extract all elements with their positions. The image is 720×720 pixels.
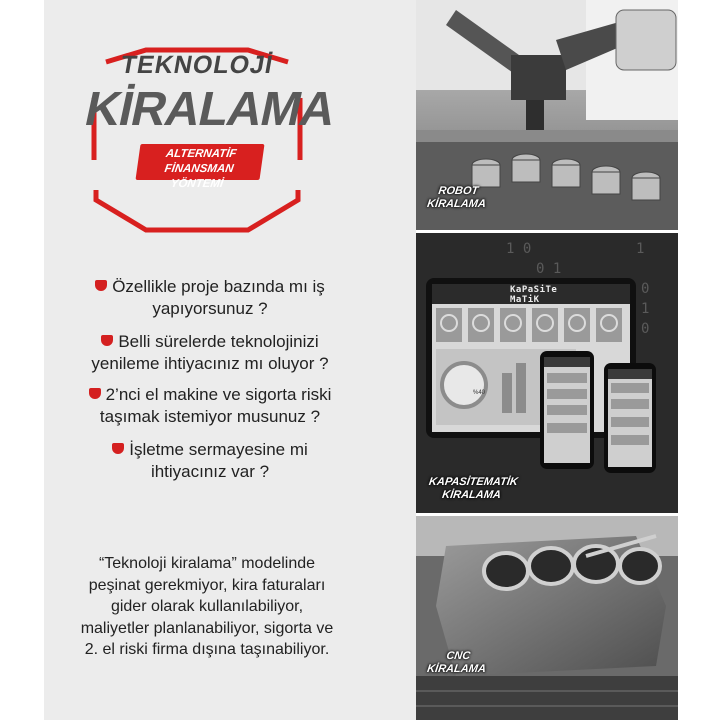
question-1: [60, 276, 360, 320]
badge-title-large: KİRALAMA: [80, 83, 340, 136]
kapasitematik-label: [426, 476, 518, 502]
robot-label-line-2: KİRALAMA: [426, 198, 487, 210]
kapasitematik-label-line-1: KAPASİTEMATİK: [428, 476, 519, 488]
shield-bullet-icon: [112, 443, 124, 454]
logo-badge: [80, 40, 340, 240]
tablet-brand-line-2: MaTiK: [510, 295, 540, 305]
paragraph-line: maliyetler planlanabiliyor, sigorta ve: [80, 619, 334, 637]
question-1-line-2: yapıyorsunuz ?: [152, 299, 268, 318]
question-4: [60, 439, 360, 483]
paragraph-line: gider olarak kullanılabiliyor,: [110, 598, 304, 615]
cnc-photo: [416, 516, 678, 720]
shield-bullet-icon: [89, 388, 101, 399]
kapasitematik-photo: [416, 233, 678, 513]
question-3-line-1: 2’nci el makine ve sigorta riski: [105, 385, 332, 404]
robot-label-line-1: ROBOT: [437, 185, 480, 197]
badge-ribbon: [135, 144, 264, 190]
tablet-phone-icon: [416, 233, 678, 513]
svg-text:1 0: 1 0: [506, 241, 532, 257]
question-2: [60, 331, 360, 375]
svg-text:0 1: 0 1: [536, 261, 562, 277]
tablet-chart-value: %40: [473, 390, 486, 396]
paragraph-line: peşinat gerekmiyor, kira faturaları: [88, 576, 326, 594]
question-4-line-2: ihtiyacınız var ?: [150, 462, 270, 481]
question-2-line-1: Belli sürelerde teknolojinizi: [118, 332, 319, 351]
tablet-brand: [510, 285, 557, 305]
cnc-label-line-1: CNC: [445, 650, 472, 662]
question-3-line-2: taşımak istemiyor musunuz ?: [99, 407, 321, 426]
svg-text:0: 0: [641, 321, 650, 337]
tablet-brand-line-1: KaPaSiTe: [510, 285, 558, 295]
robot-photo: [416, 0, 678, 230]
paragraph-line: “Teknoloji kiralama” modelinde: [98, 555, 316, 572]
shield-bullet-icon: [101, 335, 113, 346]
shield-bullet-icon: [95, 280, 107, 291]
info-paragraph: [52, 553, 362, 661]
svg-text:0: 0: [641, 281, 650, 297]
question-1-line-1: Özellikle proje bazında mı iş: [112, 277, 325, 296]
engine-block-icon: [416, 516, 678, 720]
svg-text:1: 1: [641, 301, 650, 317]
paragraph-line: 2. el riski firma dışına taşınabiliyor.: [84, 641, 330, 658]
ribbon-line-1: ALTERNATİF: [165, 148, 238, 160]
svg-text:1: 1: [636, 241, 645, 257]
question-3: [60, 384, 360, 428]
cnc-label-line-2: KİRALAMA: [426, 663, 487, 675]
cnc-label: [426, 650, 488, 676]
question-4-line-1: İşletme sermayesine mi: [129, 440, 308, 459]
badge-title-small: TEKNOLOJİ: [118, 51, 276, 79]
kapasitematik-label-line-2: KİRALAMA: [441, 489, 502, 501]
ribbon-line-2: FİNANSMAN YÖNTEMİ: [163, 163, 235, 190]
robot-label: [426, 185, 488, 211]
question-2-line-2: yenileme ihtiyacınız mı oluyor ?: [91, 354, 329, 373]
